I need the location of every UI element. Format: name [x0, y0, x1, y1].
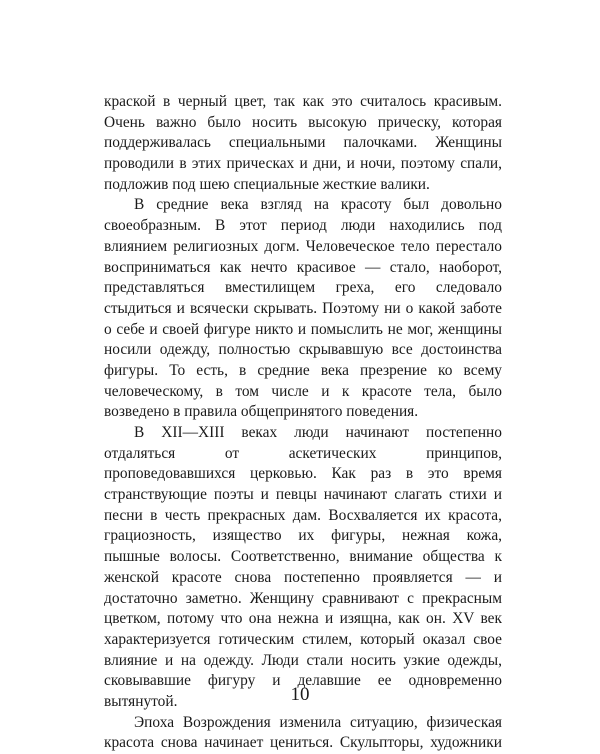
- text-line: влияние и на одежду. Люди стали носить узкие одежды,: [104, 651, 502, 669]
- text-line: человеческому, в том числе и к красоте тела, было: [104, 382, 502, 400]
- page-number: 10: [290, 684, 310, 705]
- text-line: проповедовавшихся церковью. Как раз в это время: [104, 465, 502, 483]
- text-line: пышные волосы. Соответственно, внимание общества к: [104, 548, 502, 566]
- text-line: В XII—XIII веках люди начинают постепенно: [134, 424, 502, 441]
- text-line: фигуры. То есть, в средние века презрение ко всему: [104, 361, 502, 379]
- text-line: влиянием религиозных догм. Человеческое тело перестало: [104, 237, 502, 255]
- text-line: красота снова начинает цениться. Скульпторы, художники: [104, 734, 502, 752]
- text-line: Эпоха Возрождения изменила ситуацию, физическая: [134, 713, 502, 731]
- text-line: отдаляться от аскетических принципов,: [104, 444, 502, 462]
- text-line: проводили в этих прическах и дни, и ночи, поэтому спали,: [104, 155, 502, 173]
- text-line: достаточно заметно. Женщину сравнивают с прекрасным: [104, 589, 502, 607]
- text-line: поддерживалась специальными палочками. Женщины: [104, 134, 502, 152]
- text-line: грациозность, изящество их фигуры, нежная кожа,: [104, 527, 502, 545]
- text-line: представляться вместилищем греха, его следовало: [104, 279, 502, 297]
- text-line: подложив под шею специальные жесткие валики.: [104, 175, 430, 193]
- text-line: стыдиться и всячески скрывать. Поэтому ни о какой заботе: [104, 299, 502, 317]
- text-line: сковывавшие фигуру и делавшие ее одновременно: [104, 672, 502, 690]
- text-line: о себе и своей фигуре никто и помыслить не мог, женщины: [104, 320, 502, 338]
- text-line: возведено в правила общепринятого поведения.: [104, 403, 419, 421]
- text-line: женской красоте снова постепенно проявляется — и: [104, 568, 502, 586]
- text-line: краской в черный цвет, так как это считалось красивым.: [104, 93, 502, 110]
- text-line: песни в честь прекрасных дам. Восхваляется их красота,: [104, 506, 502, 524]
- text-line: носили одежду, полностью скрывавшую все достоинства: [104, 341, 502, 359]
- text-line: В средние века взгляд на красоту был довольно: [134, 196, 502, 214]
- text-line: характеризуется готическим стилем, который оказал свое: [104, 630, 502, 648]
- text-line: цветком, потому что она нежна и изящна, как он. XV век: [104, 610, 502, 628]
- text-line: странствующие поэты и певцы начинают слагать стихи и: [104, 486, 502, 504]
- text-line: своеобразным. В этот период люди находились под: [104, 217, 502, 235]
- text-line: вытянутой.: [104, 692, 178, 710]
- text-line: Очень важно было носить высокую прическу, которая: [104, 113, 502, 131]
- text-line: восприниматься как нечто красивое — стало, наоборот,: [104, 258, 502, 276]
- body-text: [104, 92, 502, 754]
